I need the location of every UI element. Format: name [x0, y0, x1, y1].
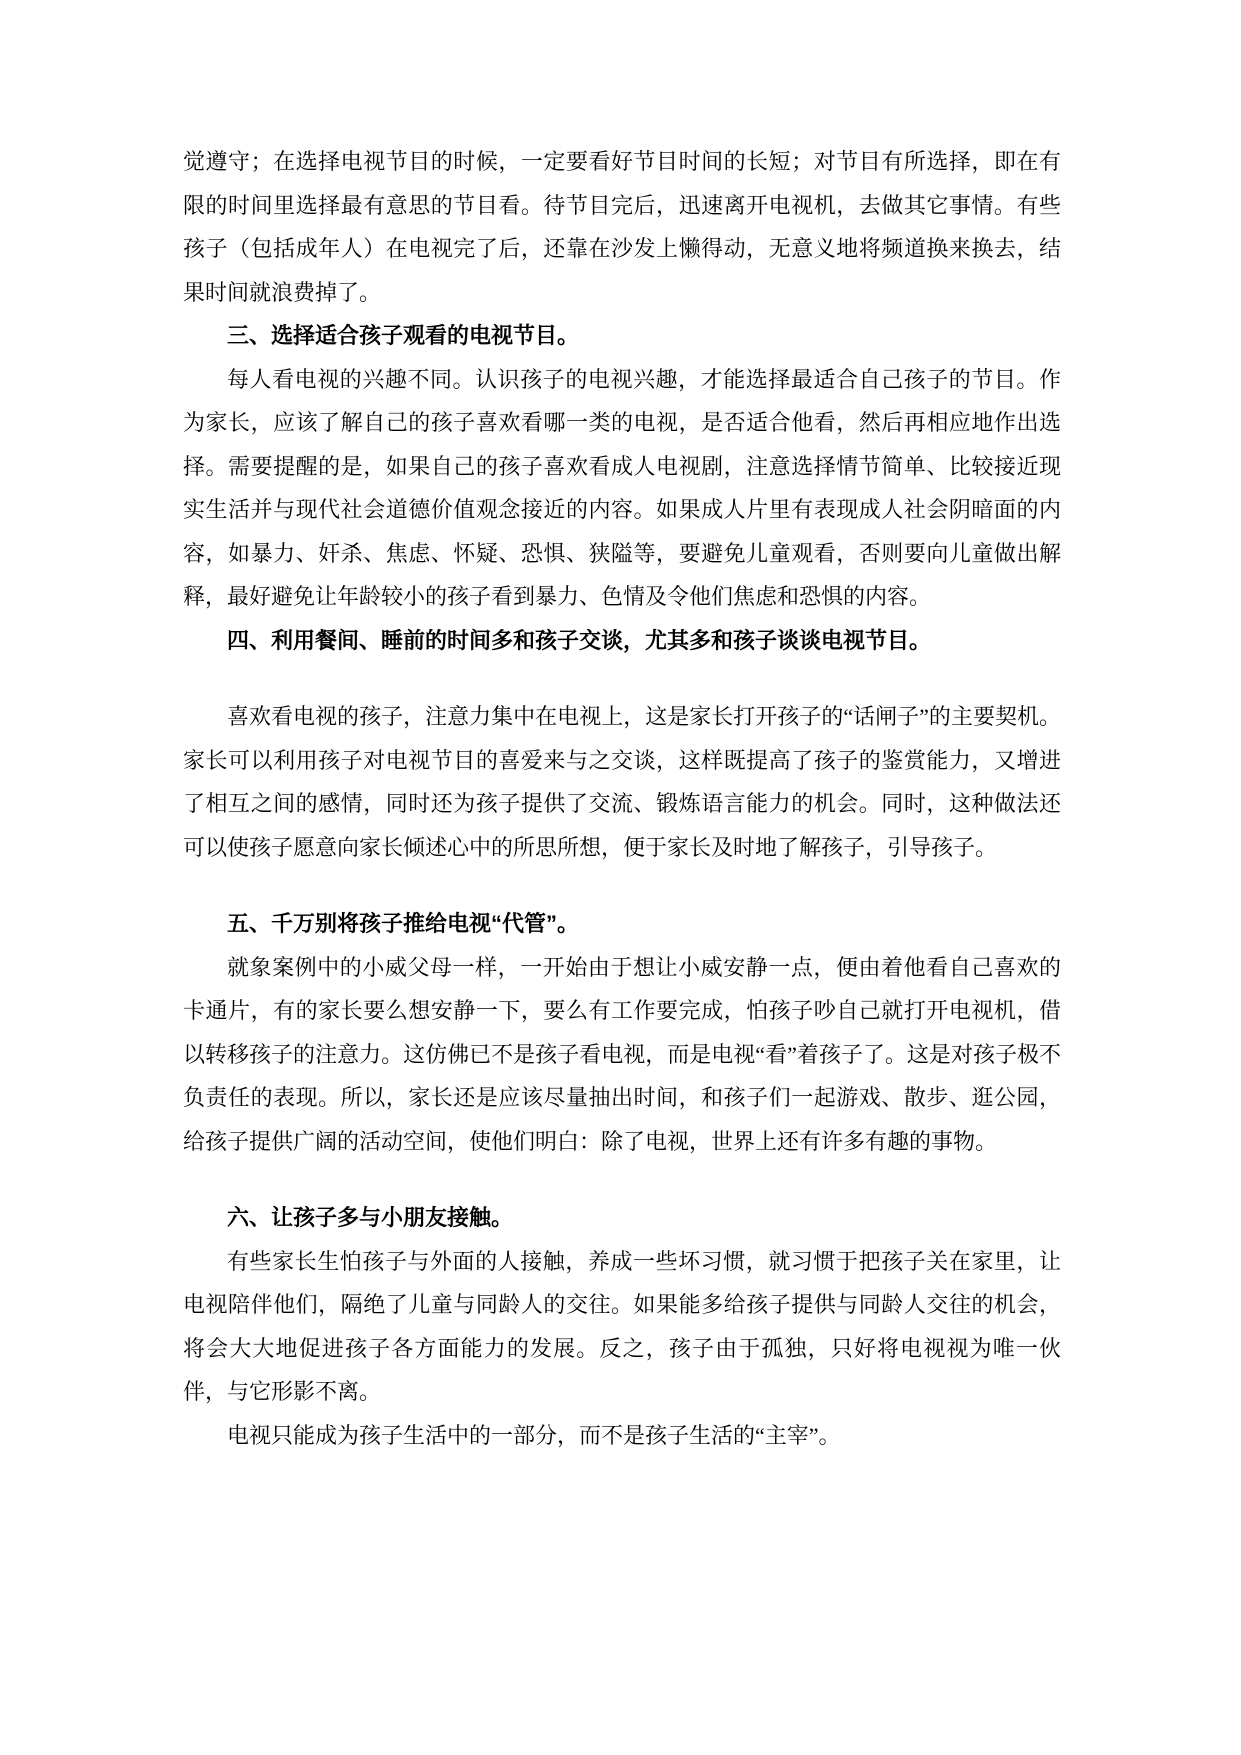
section-heading: 五、千万别将孩子推给电视“代管”。	[227, 911, 580, 936]
body-paragraph: 就象案例中的小威父母一样，一开始由于想让小威安静一点，便由着他看自己喜欢的卡通片，有的家长要么想安静一下，要么有工作要完成，怕孩子吵自己就打开电视机，借以转移孩子的注意力。这仿佛已不是孩子看电视，而是电视“看”着孩子了。这是对孩子极不负责任的表现。所以，家长还是应该尽量抽出时间，和孩子们一起游戏、散步、逛公园，给孩子提供广阔的活动空间，使他们明白：除了电视，世界上还有许多有趣的事物。	[183, 954, 1061, 1154]
blank-line-spacer	[183, 869, 1061, 902]
blank-line-spacer	[183, 662, 1061, 695]
blank-line-spacer	[183, 1163, 1061, 1196]
section-heading: 六、让孩子多与小朋友接触。	[227, 1205, 514, 1230]
document-text-column	[183, 140, 1061, 1457]
body-paragraph: 喜欢看电视的孩子，注意力集中在电视上，这是家长打开孩子的“话闸子”的主要契机。家长可以利用孩子对电视节目的喜爱来与之交谈，这样既提高了孩子的鉴赏能力，又增进了相互之间的感情，同时还为孩子提供了交流、锻炼语言能力的机会。同时，这种做法还可以使孩子愿意向家长倾述心中的所思所想，便于家长及时地了解孩子，引导孩子。	[183, 704, 1061, 860]
body-paragraph: 觉遵守；在选择电视节目的时候，一定要看好节目时间的长短；对节目有所选择，即在有限的时间里选择最有意思的节目看。待节目完后，迅速离开电视机，去做其它事情。有些孩子（包括成年人）在电视完了后，还靠在沙发上懒得动，无意义地将频道换来换去，结果时间就浪费掉了。	[183, 149, 1061, 305]
section-heading: 四、利用餐间、睡前的时间多和孩子交谈，尤其多和孩子谈谈电视节目。	[227, 627, 932, 653]
body-paragraph: 有些家长生怕孩子与外面的人接触，养成一些坏习惯，就习惯于把孩子关在家里，让电视陪伴他们，隔绝了儿童与同龄人的交往。如果能多给孩子提供与同龄人交往的机会，将会大大地促进孩子各方面能力的发展。反之，孩子由于孤独，只好将电视视为唯一伙伴，与它形影不离。	[183, 1248, 1061, 1404]
body-paragraph: 每人看电视的兴趣不同。认识孩子的电视兴趣，才能选择最适合自己孩子的节目。作为家长，应该了解自己的孩子喜欢看哪一类的电视，是否适合他看，然后再相应地作出选择。需要提醒的是，如果自己的孩子喜欢看成人电视剧，注意选择情节简单、比较接近现实生活并与现代社会道德价值观念接近的内容。如果成人片里有表现成人社会阴暗面的内容，如暴力、奸杀、焦虑、怀疑、恐惧、狭隘等，要避免儿童观看，否则要向儿童做出解释，最好避免让年龄较小的孩子看到暴力、色情及令他们焦虑和恐惧的内容。	[183, 366, 1061, 609]
body-paragraph: 电视只能成为孩子生活中的一部分，而不是孩子生活的“主宰”。	[227, 1422, 841, 1448]
section-heading: 三、选择适合孩子观看的电视节目。	[227, 323, 580, 348]
